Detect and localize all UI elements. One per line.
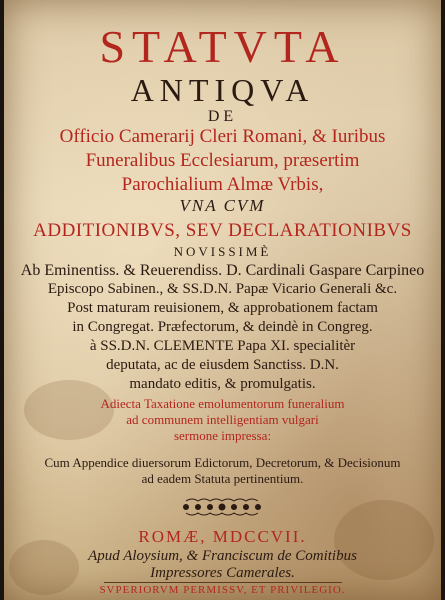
body-line: Episcopo Sabinen., & SS.D.N. Papæ Vicario Generali &c. bbox=[47, 281, 398, 297]
title-page bbox=[4, 0, 441, 600]
taxation-line: Adiecta Taxatione emolumentorum funeralium bbox=[100, 396, 345, 411]
imprint-place-date: ROMÆ, MDCCVII. bbox=[138, 527, 307, 546]
subtitle-line: Funeralibus Ecclesiarum, præsertim bbox=[85, 150, 360, 171]
appendix-line: ad eadem Statuta pertinentium. bbox=[141, 471, 304, 486]
body-line: Post maturam reuisionem, & approbationem factam bbox=[67, 300, 378, 316]
body-line: Ab Eminentiss. & Reuerendiss. D. Cardinali Gaspare Carpineo bbox=[20, 262, 425, 279]
subtitle-line: Parochialium Almæ Vrbis, bbox=[121, 174, 324, 195]
body-line: mandato editis, & promulgatis. bbox=[129, 376, 316, 392]
imprint-printer: Apud Aloysium, & Franciscum de Comitibus bbox=[88, 548, 357, 564]
imprint-printer: Impressores Camerales. bbox=[150, 565, 295, 581]
additions-line: ADDITIONIBVS, SEV DECLARATIONIBVS bbox=[33, 220, 412, 241]
title-de: DE bbox=[207, 108, 238, 125]
title-main: STATVTA bbox=[99, 21, 346, 72]
novissime-line: NOVISSIMÈ bbox=[173, 244, 272, 259]
body-line: deputata, ac de eiusdem Sanctiss. D.N. bbox=[106, 357, 339, 373]
body-line: à SS.D.N. CLEMENTE Papa XI. specialitèr bbox=[89, 338, 356, 354]
divider bbox=[104, 582, 342, 583]
body-line: in Congregat. Præfectorum, & deindè in Congreg. bbox=[72, 319, 373, 335]
fleuron-ornament-icon bbox=[180, 496, 264, 518]
taxation-line: ad communem intelligentiam vulgari bbox=[126, 412, 319, 427]
title-secondary: ANTIQVA bbox=[130, 72, 315, 108]
una-cum-line: VNA CVM bbox=[179, 196, 266, 215]
appendix-line: Cum Appendice diuersorum Edictorum, Decretorum, & Decisionum bbox=[44, 455, 401, 470]
subtitle-line: Officio Camerarij Cleri Romani, & Iuribus bbox=[59, 126, 386, 147]
privilege-line: SVPERIORVM PERMISSV, ET PRIVILEGIO. bbox=[99, 584, 346, 596]
taxation-line: sermone impressa: bbox=[173, 428, 272, 443]
